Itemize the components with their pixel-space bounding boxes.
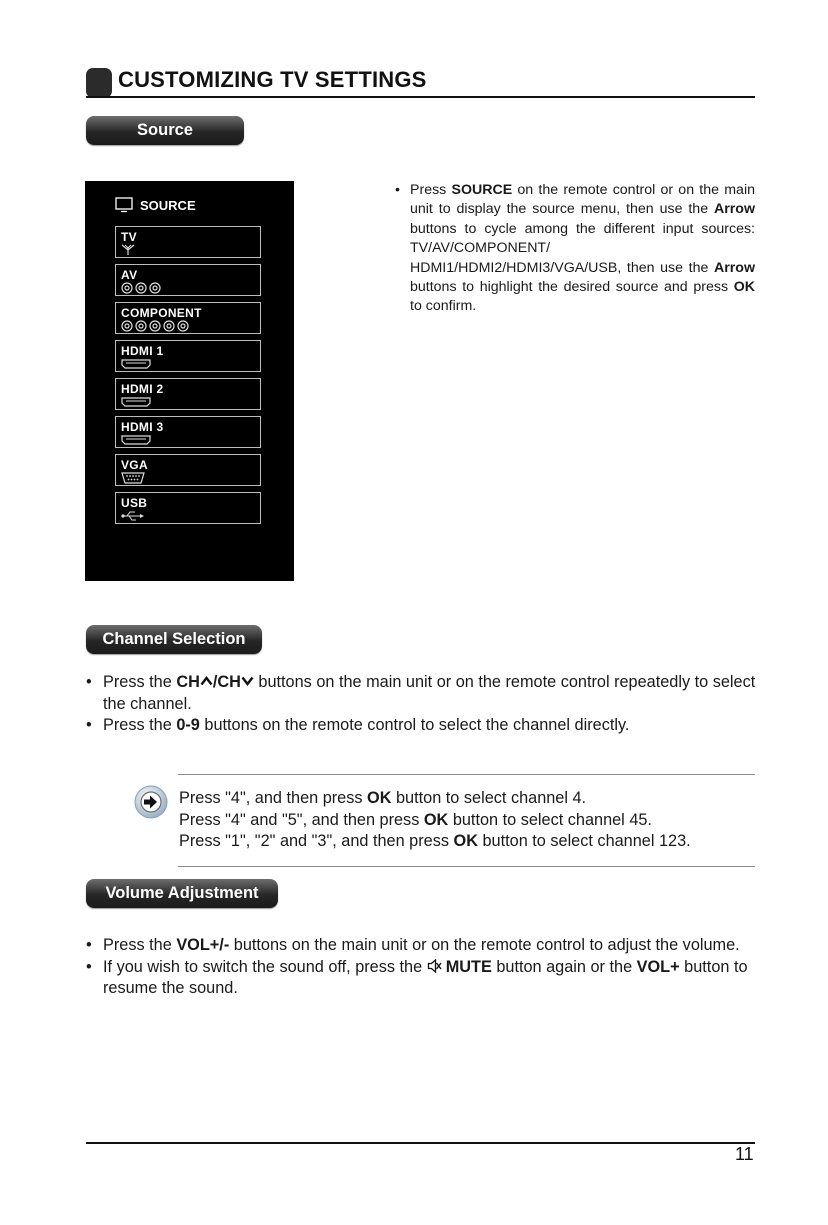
- page-title: CUSTOMIZING TV SETTINGS: [118, 67, 427, 92]
- hdmi-port-icon: [121, 396, 151, 408]
- source-item-component: COMPONENT: [115, 302, 261, 334]
- source-item-av: AV: [115, 264, 261, 296]
- tv-monitor-icon: [115, 197, 133, 213]
- example-line: Press "4" and "5", and then press OK button to select channel 45.: [179, 810, 652, 829]
- source-item-hdmi-1: HDMI 1: [115, 340, 261, 372]
- example-bottom-rule: [178, 866, 755, 867]
- source-item-hdmi-3: HDMI 3: [115, 416, 261, 448]
- source-instructions: • Press SOURCE on the remote control or on the main unit to display the source menu, then use the Arrow buttons to cycle among the different input sources: TV/AV/COMPONENT/ HDMI1/HDMI2/HDMI3/VGA/USB, then use the Arrow buttons to highlight the desired source and press OK to confirm.: [395, 182, 755, 315]
- list-item: • Press the 0-9 buttons on the remote control to select the channel directly.: [86, 716, 630, 735]
- antenna-icon: [121, 244, 135, 256]
- rca-jacks-icon: [121, 282, 165, 294]
- page-number: 11: [735, 1144, 754, 1164]
- hdmi-port-icon: [121, 434, 151, 446]
- source-item-tv: TV: [115, 226, 261, 258]
- section-label-source: Source: [86, 116, 244, 145]
- section-label-volume-adjustment: Volume Adjustment: [86, 879, 278, 908]
- volume-instructions: [86, 935, 756, 1000]
- chevron-up-icon: [200, 676, 213, 686]
- list-item: • Press the VOL+/- buttons on the main unit or on the remote control to adjust the volume.: [86, 936, 740, 954]
- component-jacks-icon: [121, 320, 193, 332]
- chevron-down-icon: [241, 676, 254, 686]
- example-line: Press "1", "2" and "3", and then press OK button to select channel 123.: [179, 832, 691, 850]
- list-item: • If you wish to switch the sound off, press the MUTE button again or the VOL+ button to resume the sound.: [86, 957, 748, 998]
- source-menu-title-text: SOURCE: [140, 197, 196, 213]
- source-menu-screenshot: [85, 181, 294, 581]
- vga-port-icon: [121, 472, 145, 484]
- channel-examples: [179, 788, 691, 853]
- header-rule: [86, 96, 755, 98]
- source-item-vga: VGA: [115, 454, 261, 486]
- source-item-hdmi-2: HDMI 2: [115, 378, 261, 410]
- header-bullet-icon: [86, 68, 112, 98]
- arrow-right-circle-icon: [133, 784, 169, 820]
- source-item-usb: USB: [115, 492, 261, 524]
- section-label-channel-selection: Channel Selection: [86, 625, 262, 654]
- footer-rule: [86, 1142, 755, 1144]
- list-item: • Press the CH /CH buttons on the main unit or on the remote control repeatedly to select the channel.: [86, 673, 756, 713]
- usb-icon: [121, 510, 145, 522]
- mute-icon: [427, 959, 442, 973]
- hdmi-port-icon: [121, 358, 151, 370]
- example-top-rule: [178, 774, 755, 775]
- channel-instructions: [86, 672, 756, 737]
- example-line: Press "4", and then press OK button to select channel 4.: [179, 789, 587, 807]
- source-menu-title: [115, 197, 196, 213]
